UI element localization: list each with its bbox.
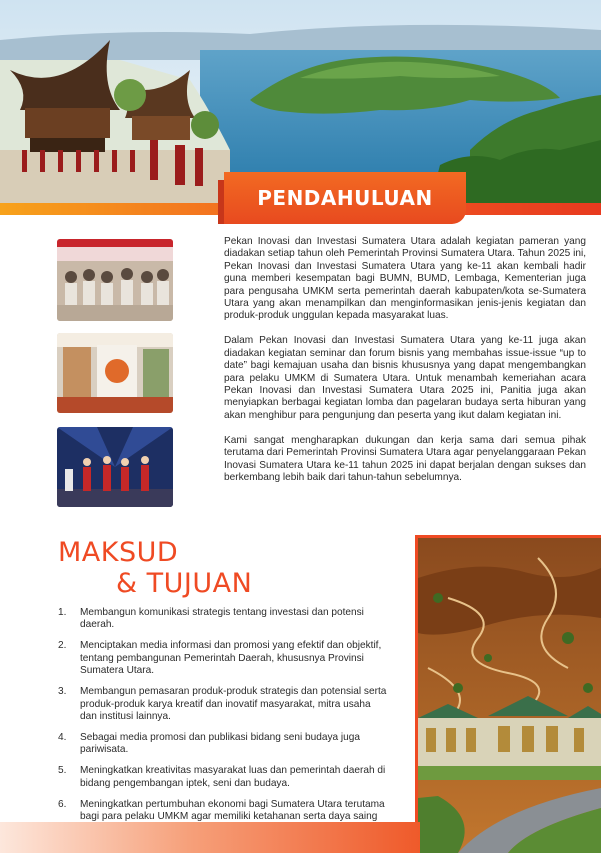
photo-cultural-performance — [57, 427, 173, 507]
list-text: Membangun komunikasi strategis tentang investasi dan potensi daerah. — [80, 607, 364, 631]
list-number: 4. — [58, 732, 67, 744]
list-number: 1. — [58, 607, 67, 618]
maksud-heading-line1: MAKSUD — [58, 537, 179, 568]
list-text: Meningkatkan kreativitas masyarakat luas dan pemerintah daerah di bidang pengembangan iptek, seni dan budaya. — [80, 765, 386, 789]
list-text: Meningkatkan pertumbuhan ekonomi bagi Sumatera Utara terutama bagi para pelaku UMKM agar memiliki ketahanan serta daya saing — [80, 798, 385, 823]
maksud-heading — [58, 537, 252, 599]
intro-text — [224, 236, 586, 497]
list-item — [58, 765, 390, 790]
list-text: Membangun pemasaran produk-produk strategis dan potensial serta produk-produk karya kreatif dan inovatif masyarakat, mitra usaha dan institusi lainnya. — [80, 686, 387, 723]
goals-list — [58, 607, 390, 845]
section-title-box — [224, 172, 466, 224]
list-text: Menciptakan media informasi dan promosi yang efektif dan objektif, tentang pembangunan Pemerintah Daerah, khususnya Provinsi Sumatera Utara. — [80, 640, 382, 677]
list-text: Sebagai media promosi dan publikasi bidang seni budaya juga pariwisata. — [80, 732, 361, 756]
maksud-heading-line2: & TUJUAN — [116, 568, 253, 599]
list-item — [58, 607, 390, 632]
intro-paragraph: Pekan Inovasi dan Investasi Sumatera Utara adalah kegiatan pameran yang diadakan setiap tahun oleh Pemerintah Provinsi Sumatera Utara. Tahun 2025 ini, Pekan Inovasi dan Investasi Sumatera Utara yang ke-11 akan kembali hadir guna memberi kesempatan bagi BUMN, BUMD, Lembaga, Kementerian juga para pengusaha UMKM serta pemerintah daerah kabupaten/kota se-Sumatera Utara yang akan menampilkan dan menginformasikan jenis-jenis kegiatan dan produk-produk unggulan kepada masyarakat luas. — [224, 236, 586, 322]
list-item — [58, 732, 390, 757]
list-number: 3. — [58, 686, 67, 698]
photo-exhibition-audience — [57, 239, 173, 321]
intro-paragraph: Kami sangat mengharapkan dukungan dan kerja sama dari semua pihak terutama dari Pemerintah Provinsi Sumatera Utara agar penyelanggaraan Pekan Inovasi Sumatera Utara ke-11 tahun 2025 ini dapat berjalan dengan sukses dan berkembang lebih baik dari tahun-tahun sebelumnya. — [224, 434, 586, 484]
list-number: 2. — [58, 640, 67, 652]
footer-accent-bar — [0, 822, 420, 853]
list-item — [58, 640, 390, 677]
photo-hills-and-palace — [418, 538, 601, 853]
section-title: PENDAHULUAN — [257, 186, 433, 210]
list-number: 5. — [58, 765, 67, 777]
photo-exhibition-booth — [57, 333, 173, 413]
list-item — [58, 686, 390, 723]
intro-paragraph: Dalam Pekan Inovasi dan Investasi Sumatera Utara yang ke-11 juga akan diadakan kegiatan seminar dan forum bisnis yang membahas issue-issue “up to date” bagi kemajuan usaha dan bisnis khususnya yang dapat mengembangkan para pelaku UMKM di Sumatera Utara. Untuk menambah kemeriahan acara Pekan Inovasi dan Investasi Sumatera Utara 2025 ini, Panitia juga akan menyiapkan berbagai kegiatan lomba dan pagelaran budaya serta hiburan yang akan menghibur para pengunjung dan peserta yang ikut dalam kegiatan ini. — [224, 335, 586, 421]
list-number: 6. — [58, 798, 67, 810]
